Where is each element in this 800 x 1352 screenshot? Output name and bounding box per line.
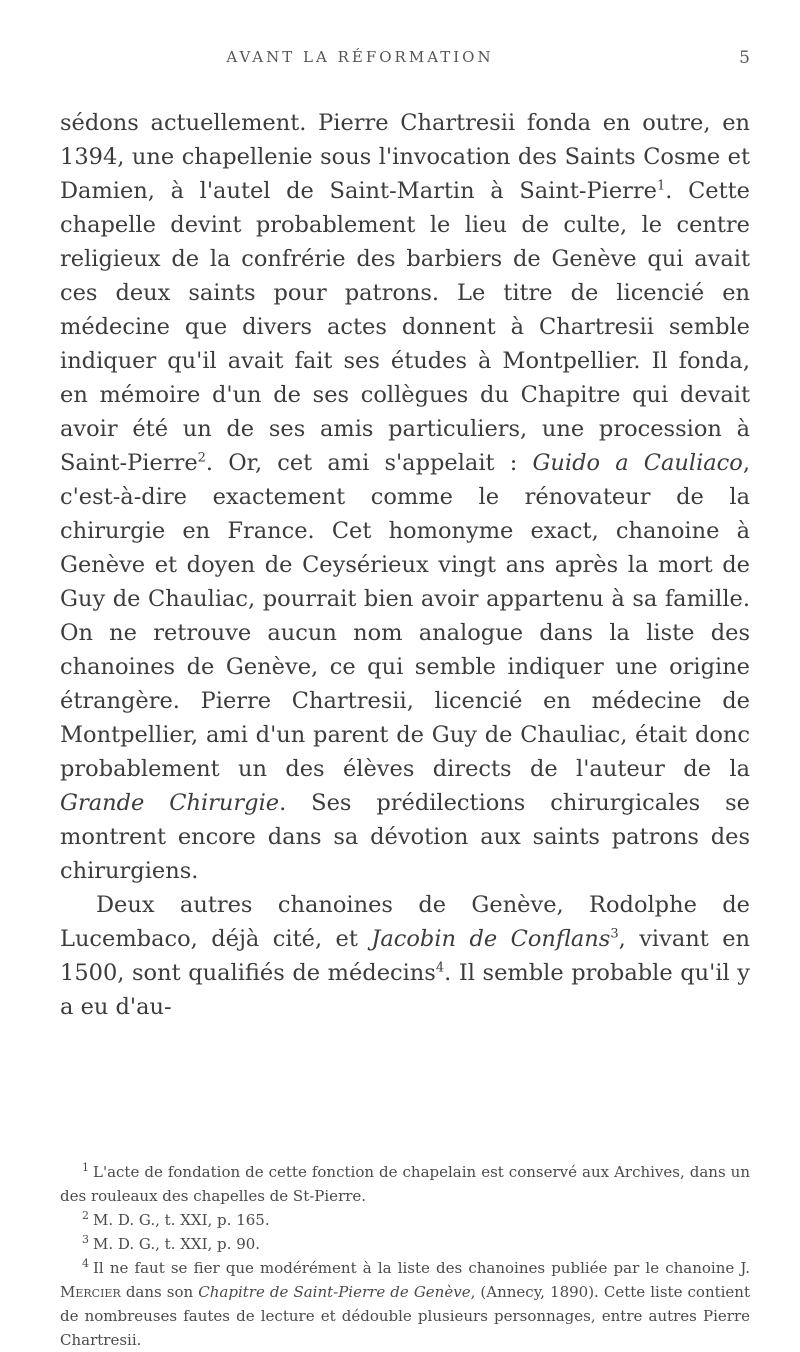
footnote-3 [60, 1232, 750, 1256]
running-title: AVANT LA RÉFORMATION [226, 48, 494, 66]
footnote-text: M. D. G., t. XXI, p. 90. [93, 1235, 261, 1253]
footnote-text: , (Annecy, 1890). Cette liste contient de nombreuses fautes de lecture et dédouble plusieurs personnages, entre autres Pierre Chartresii. [60, 1283, 750, 1349]
footnote-ref-3: 3 [610, 926, 619, 942]
footnote-1 [60, 1160, 750, 1208]
footnote-text: Il ne faut se fier que modérément à la liste des chanoines publiée par le chanoine J. [93, 1259, 750, 1277]
text-span: , vivant en 1500, sont qualifiés de médecins [60, 926, 751, 986]
footnote-ref-1: 1 [656, 178, 666, 194]
text-span: sédons actuellement. Pierre Chartresii fonda en outre, en 1394, une chapellenie sous l'invocation des Saints Cosme et Damien, à l'autel de Saint-Martin à Saint-Pierre [60, 110, 750, 204]
footnote-number: 3 [82, 1233, 89, 1246]
page-number: 5 [739, 48, 750, 68]
paragraph-2 [60, 888, 750, 1024]
footnote-ref-4: 4 [435, 960, 445, 976]
footnote-number: 4 [82, 1257, 89, 1270]
text-span: . Or, cet ami s'appelait : [205, 450, 533, 476]
footnote-ref-2: 2 [197, 450, 206, 466]
footnotes [60, 1160, 750, 1352]
footnote-number: 1 [82, 1161, 89, 1174]
paragraph-1 [60, 106, 750, 888]
running-header [60, 48, 750, 78]
italic-name: Guido a Cauliaco [532, 450, 743, 476]
footnote-book-title: Chapitre de Saint-Pierre de Genève [198, 1283, 471, 1301]
text-span: . Ses prédilections chirurgicales se montrent encore dans sa dévotion aux saints patrons des chirurgiens. [60, 790, 751, 884]
italic-book-title: Grande Chirurgie [60, 790, 280, 816]
main-text [60, 106, 750, 1024]
text-span: . Il semble probable qu'il y a eu d'au- [60, 960, 751, 1020]
footnote-author: Mercier [60, 1283, 121, 1301]
text-span: . Cette chapelle devint probablement le lieu de culte, le centre religieux de la confrérie des barbiers de Genève qui avait ces deux saints pour patrons. Le titre de licencié en médecine que divers actes donnent à Chartresii semble indiquer qu'il avait fait ses études à Montpellier. Il fonda, en mémoire d'un de ses collègues du Chapitre qui devait avoir été un de ses amis particuliers, une procession à Saint-Pierre [60, 178, 750, 476]
italic-name: Jacobin de Conflans [371, 926, 611, 952]
footnote-4 [60, 1256, 750, 1352]
footnote-text: M. D. G., t. XXI, p. 165. [93, 1211, 270, 1229]
footnote-text: L'acte de fondation de cette fonction de chapelain est conservé aux Archives, dans un des rouleaux des chapelles de St-Pierre. [60, 1163, 750, 1205]
footnote-2 [60, 1208, 750, 1232]
text-span: , c'est-à-dire exactement comme le rénovateur de la chirurgie en France. Cet homonyme exact, chanoine à Genève et doyen de Ceysérieux vingt ans après la mort de Guy de Chauliac, pourrait bien avoir appartenu à sa famille. On ne retrouve aucun nom analogue dans la liste des chanoines de Genève, ce qui semble indiquer une origine étrangère. Pierre Chartresii, licencié en médecine de Montpellier, ami d'un parent de Guy de Chauliac, était donc probablement un des élèves directs de l'auteur de la [60, 450, 750, 782]
footnote-number: 2 [82, 1209, 89, 1222]
footnote-text: dans son [120, 1283, 199, 1301]
text-span: Deux autres chanoines de Genève, Rodolphe de Lucembaco, déjà cité, et [60, 892, 750, 952]
